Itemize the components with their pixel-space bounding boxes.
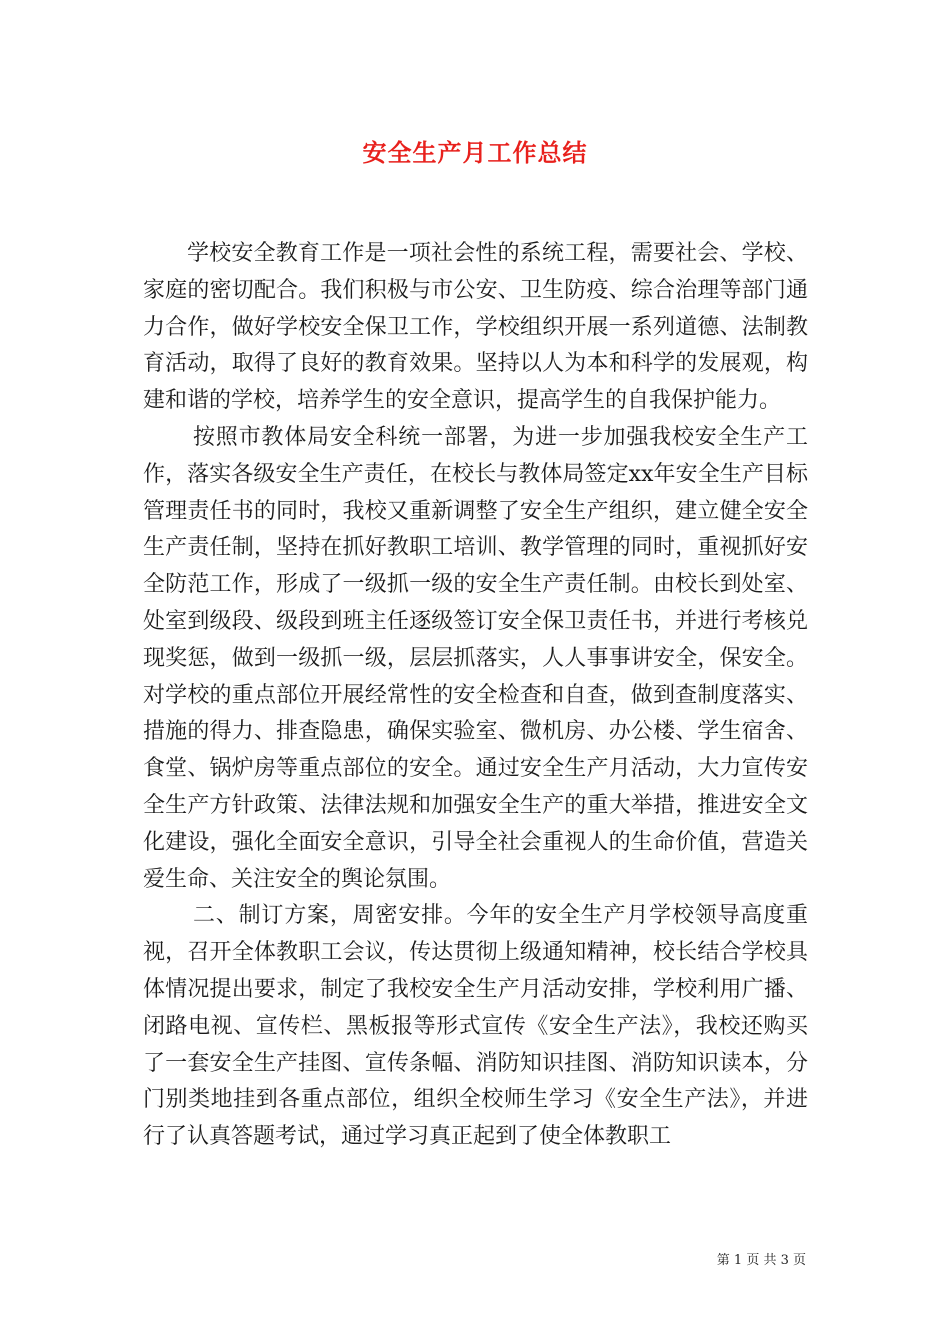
document-title: 安全生产月工作总结 <box>362 138 588 167</box>
page-number: 第 1 页 共 3 页 <box>716 1253 806 1268</box>
paragraph-intro: 学校安全教育工作是一项社会性的系统工程，需要社会、学校、家庭的密切配合。我们积极与市公安、卫生防疫、综合治理等部门通力合作，做好学校安全保卫工作，学校组织开展一系列道德、法制教育活动，取得了良好的教育效果。坚持以人为本和科学的发展观，构建和谐的学校，培养学生的安全意识，提高学生的自我保护能力。 <box>143 241 808 414</box>
paragraph-plan: 二、制订方案，周密安排。今年的安全生产月学校领导高度重视，召开全体教职工会议，传达贯彻上级通知精神，校长结合学校具体情况提出要求，制定了我校安全生产月活动安排，学校利用广播、闭路电视、宣传栏、黑板报等形式宣传《安全生产法》，我校还购买了一套安全生产挂图、宣传条幅、消防知识挂图、消防知识读本，分门别类地挂到各重点部位，组织全校师生学习《安全生产法》，并进行了认真答题考试，通过学习真正起到了使全体教职工 <box>143 903 808 1150</box>
paragraph-deployment: 按照市教体局安全科统一部署，为进一步加强我校安全生产工作，落实各级安全生产责任，在校长与教体局签定xx年安全生产目标管理责任书的同时，我校又重新调整了安全生产组织，建立健全安全生产责任制，坚持在抓好教职工培训、教学管理的同时，重视抓好安全防范工作，形成了一级抓一级的安全生产责任制。由校长到处室、处室到级段、级段到班主任逐级签订安全保卫责任书，并进行考核兑现奖惩，做到一级抓一级，层层抓落实，人人事事讲安全，保安全。对学校的重点部位开展经常性的安全检查和自查，做到查制度落实、措施的得力、排查隐患，确保实验室、微机房、办公楼、学生宿舍、食堂、锅炉房等重点部位的安全。通过安全生产月活动，大力宣传安全生产方针政策、法律法规和加强安全生产的重大举措，推进安全文化建设，强化全面安全意识，引导全社会重视人的生命价值，营造关爱生命、关注安全的舆论氛围。 <box>143 424 808 892</box>
document-body <box>143 236 808 1156</box>
